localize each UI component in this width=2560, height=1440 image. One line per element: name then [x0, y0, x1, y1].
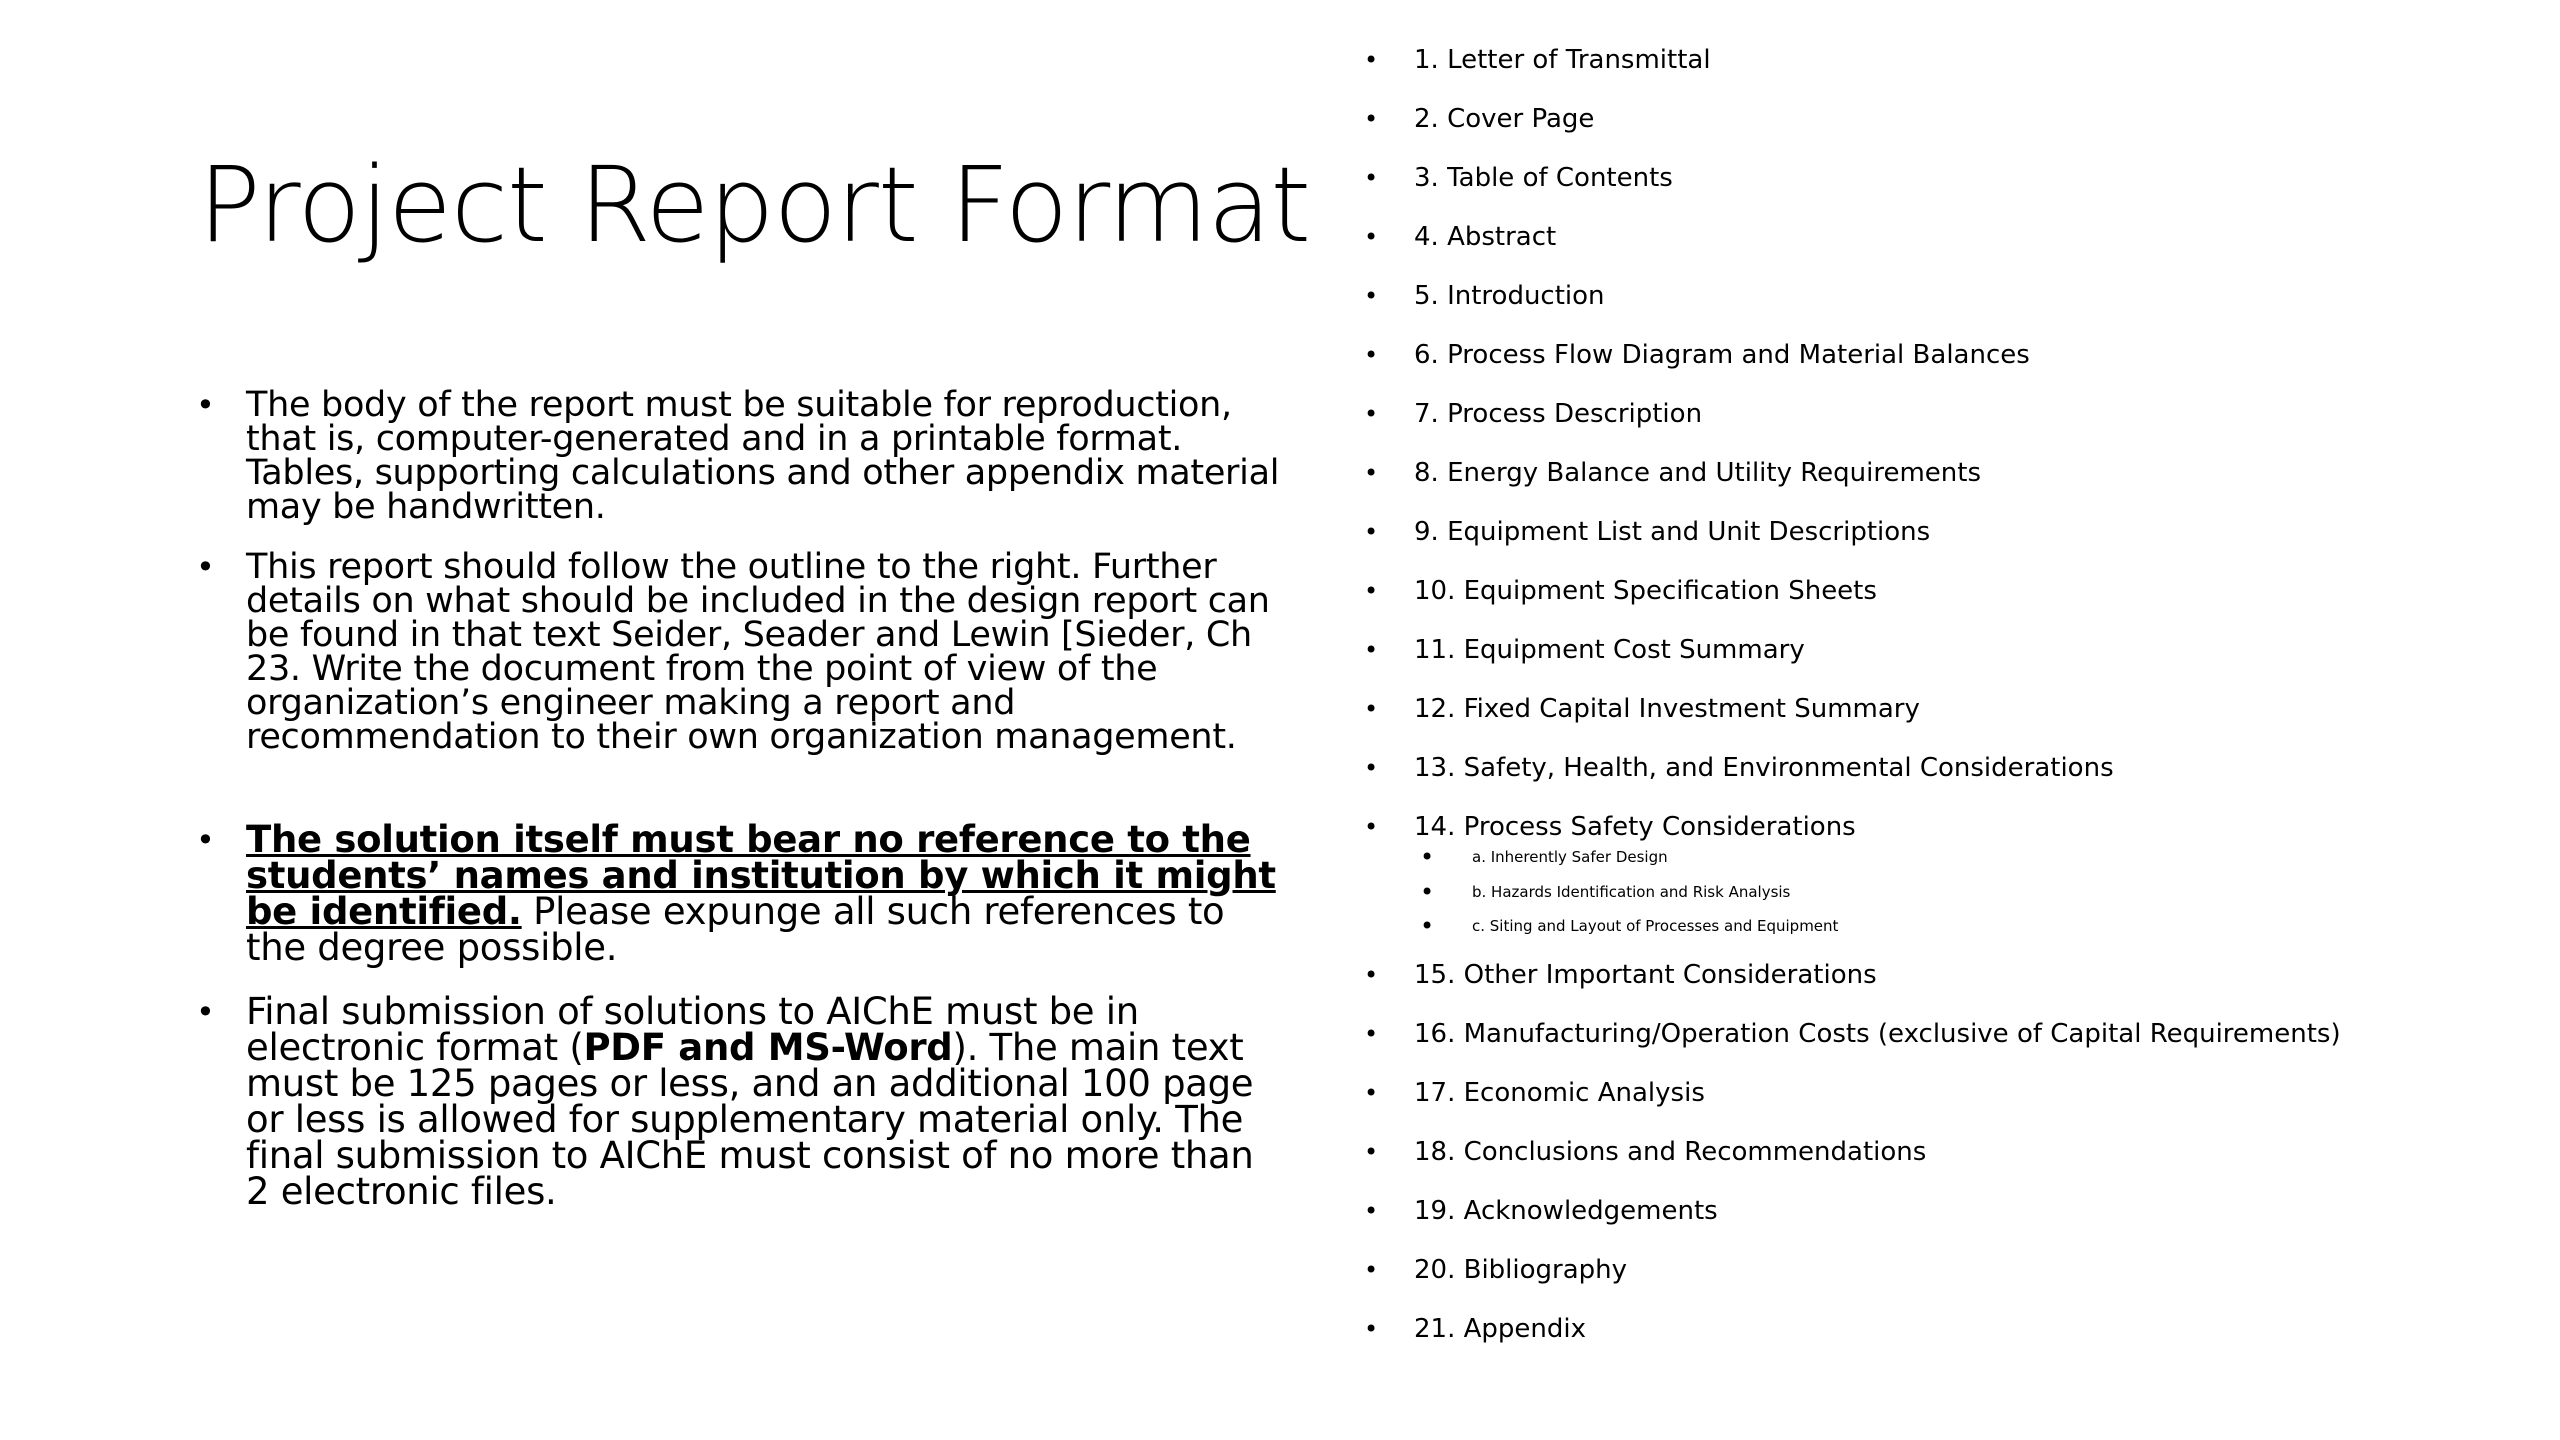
- outline-item-label: 12. Fixed Capital Investment Summary: [1414, 694, 1920, 724]
- bullet-glyph: •: [1364, 400, 1379, 428]
- outline-item: [1358, 955, 2538, 1014]
- outline-subitem: [1414, 878, 2538, 913]
- outline-item: [1358, 1132, 2538, 1191]
- bullet-glyph: •: [1364, 164, 1379, 192]
- outline-item-label: 17. Economic Analysis: [1414, 1077, 1705, 1108]
- outline-item: [1358, 1014, 2538, 1073]
- outline-item-label: 10. Equipment Specification Sheets: [1414, 576, 1877, 606]
- outline-item: [1358, 571, 2538, 630]
- bullet-glyph: •: [196, 548, 215, 586]
- bullet-glyph: •: [1420, 877, 1435, 906]
- outline-subitem: [1414, 912, 2538, 947]
- outline-item-label: 15. Other Important Considerations: [1414, 959, 1877, 990]
- outline-item-label: 16. Manufacturing/Operation Costs (exclusive of Capital Requirements): [1414, 1018, 2341, 1049]
- bullet-glyph: •: [1364, 813, 1379, 841]
- body-bullet-list: [190, 385, 1280, 1213]
- bullet-glyph: •: [1364, 518, 1379, 546]
- report-outline-list: [1358, 40, 2538, 1368]
- submission-text-start: Final submission of solutions to AIChE must be in electronic format (: [246, 990, 1139, 1069]
- body-bullet-reproduction: [190, 385, 1280, 527]
- body-bullet-anonymity: [190, 818, 1280, 969]
- outline-item: [1358, 1309, 2538, 1368]
- bullet-glyph: •: [1364, 223, 1379, 251]
- bullet-glyph: •: [1364, 636, 1379, 664]
- bullet-glyph: •: [1364, 695, 1379, 723]
- bullet-glyph: •: [1364, 459, 1379, 487]
- bullet-glyph: •: [1420, 843, 1435, 871]
- body-bullet-text: The body of the report must be suitable for reproduction, that is, computer-generated and in a printable format. Tables, supporting calculations and other appendix material may be handwritten.: [246, 385, 1280, 527]
- bullet-glyph: •: [1364, 1314, 1379, 1343]
- outline-item: [1358, 807, 2538, 947]
- submission-text-end: ). The main text must be 125 pages or less, and an additional 100 page or less is allowed for supplementary material only. The final submission to AIChE must consist of no more than 2 electronic files.: [246, 1026, 1254, 1213]
- outline-item: [1358, 512, 2538, 571]
- bullet-glyph: •: [196, 386, 215, 424]
- outline-item-label: 6. Process Flow Diagram and Material Balances: [1414, 340, 2030, 370]
- outline-item-label: 8. Energy Balance and Utility Requirements: [1414, 458, 1981, 488]
- outline-item-label: 20. Bibliography: [1414, 1254, 1628, 1285]
- bullet-glyph: •: [1364, 1078, 1379, 1107]
- bullet-glyph: •: [1364, 577, 1379, 605]
- bullet-glyph: •: [1364, 1019, 1379, 1048]
- anonymity-rest: Please expunge all such references to the degree possible.: [246, 890, 1225, 969]
- outline-item-label: 4. Abstract: [1414, 222, 1557, 252]
- outline-item: [1358, 453, 2538, 512]
- outline-item: [1358, 1191, 2538, 1250]
- outline-item: [1358, 99, 2538, 158]
- outline-item-label: 19. Acknowledgements: [1414, 1195, 1718, 1226]
- outline-subitems-container: [1414, 843, 2538, 947]
- outline-item: [1358, 40, 2538, 99]
- outline-item: [1358, 394, 2538, 453]
- body-bullet-text: This report should follow the outline to the right. Further details on what should be included in the design report can be found in that text Seider, Seader and Lewin [Sieder, Ch 23. Write the document from the point of view of the organization’s engineer making a report and recommendation to their own organization management.: [246, 547, 1270, 757]
- outline-item-label: 21. Appendix: [1414, 1313, 1586, 1344]
- outline-item: [1358, 276, 2538, 335]
- outline-item-label: 1. Letter of Transmittal: [1414, 45, 1711, 75]
- outline-item-label: 11. Equipment Cost Summary: [1414, 635, 1805, 665]
- outline-subitem: [1414, 843, 2538, 878]
- body-bullet-submission: [190, 990, 1280, 1213]
- bullet-glyph: •: [1364, 754, 1379, 782]
- outline-item-label: 7. Process Description: [1414, 399, 1703, 429]
- bullet-glyph: •: [1364, 1137, 1379, 1166]
- outline-item-label: 2. Cover Page: [1414, 104, 1595, 134]
- outline-item: [1358, 1250, 2538, 1309]
- bullet-glyph: •: [1364, 1196, 1379, 1225]
- bullet-glyph: •: [1364, 341, 1379, 369]
- outline-item: [1358, 217, 2538, 276]
- outline-item: [1358, 335, 2538, 394]
- outline-item-label: 13. Safety, Health, and Environmental Considerations: [1414, 753, 2114, 783]
- outline-item-label: 5. Introduction: [1414, 281, 1605, 311]
- bullet-glyph: •: [1364, 105, 1379, 133]
- outline-subitem-label: a. Inherently Safer Design: [1472, 848, 1668, 866]
- outline-item: [1358, 748, 2538, 807]
- outline-subitem-label: c. Siting and Layout of Processes and Equipment: [1472, 917, 1839, 935]
- outline-item-label: 3. Table of Contents: [1414, 163, 1673, 193]
- outline-sublist: [1414, 843, 2538, 947]
- outline-item: [1358, 1073, 2538, 1132]
- bullet-glyph: •: [1364, 960, 1379, 989]
- outline-item-label: 14. Process Safety Considerations: [1414, 812, 1856, 842]
- bullet-glyph: •: [1420, 912, 1435, 940]
- bullet-glyph: •: [1364, 46, 1379, 74]
- outline-item-label: 18. Conclusions and Recommendations: [1414, 1136, 1927, 1167]
- bullet-glyph: •: [196, 993, 215, 1031]
- bullet-glyph: •: [196, 821, 215, 859]
- outline-item: [1358, 158, 2538, 217]
- outline-item: [1358, 630, 2538, 689]
- slide-title: Project Report Format: [198, 144, 1311, 266]
- outline-item: [1358, 689, 2538, 748]
- anonymity-emphasis: The solution itself must bear no reference to the students’ names and institution by which it might be identified.: [246, 818, 1276, 933]
- submission-format-bold: PDF and MS-Word: [583, 1026, 953, 1069]
- bullet-glyph: •: [1364, 1255, 1379, 1284]
- outline-item-label: 9. Equipment List and Unit Descriptions: [1414, 517, 1931, 547]
- bullet-glyph: •: [1364, 282, 1379, 310]
- outline-subitem-label: b. Hazards Identification and Risk Analysis: [1472, 882, 1791, 901]
- body-bullet-outline-note: [190, 547, 1280, 757]
